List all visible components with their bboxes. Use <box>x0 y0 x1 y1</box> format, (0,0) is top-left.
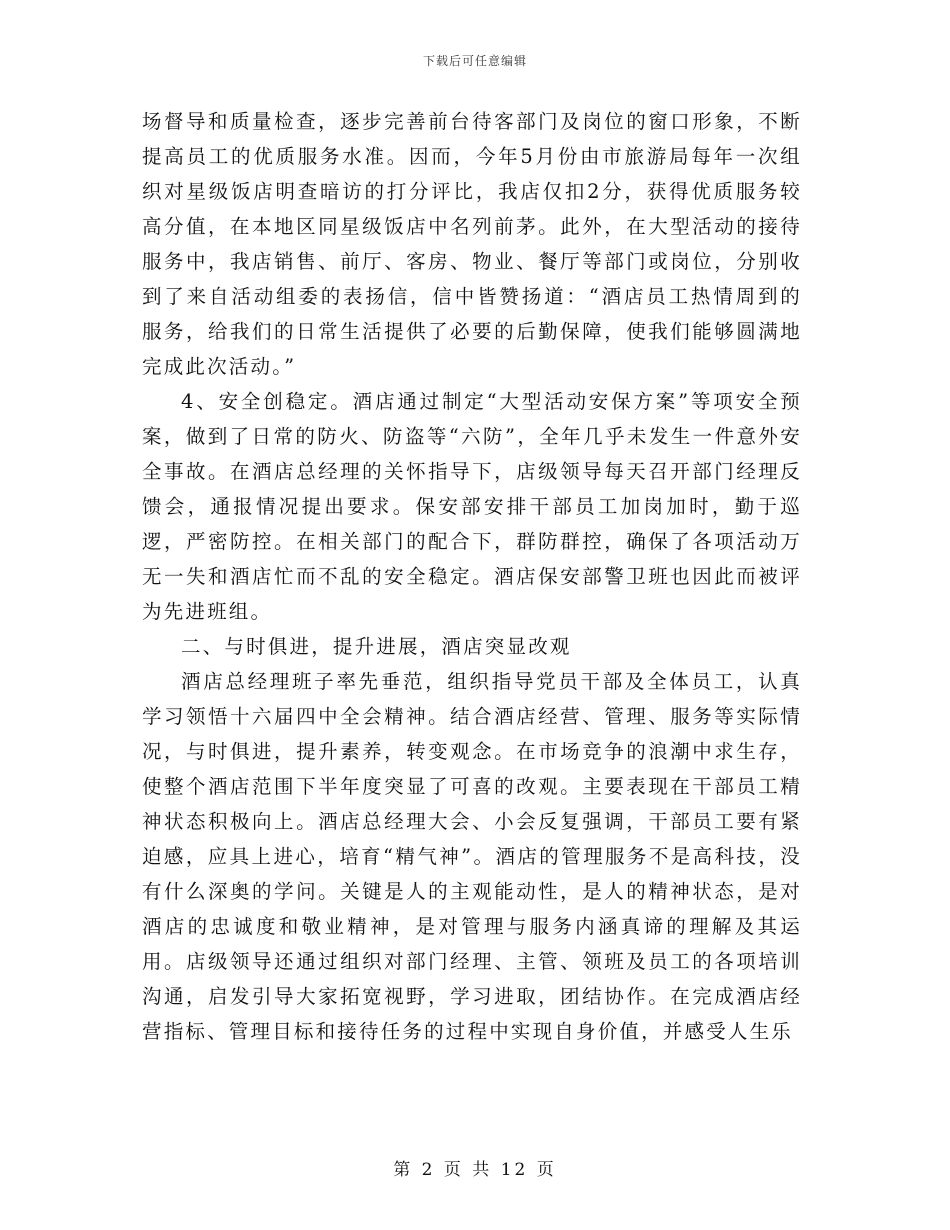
page-number: 第 2 页 共 12 页 <box>393 1160 557 1180</box>
paragraph-progress: 酒店总经理班子率先垂范，组织指导党员干部及全体员工，认真学习领悟十六届四中全会精神。结合酒店经营、管理、服务等实际情况，与时俱进，提升素养，转变观念。在市场竞争的浪潮中求生存，使整个酒店范围下半年度突显了可喜的改观。主要表现在干部员工精神状态积极向上。酒店总经理大会、小会反复强调，干部员工要有紧迫感，应具上进心，培育“精气神”。酒店的管理服务不是高科技，没有什么深奥的学问。关键是人的主观能动性，是人的精神状态，是对酒店的忠诚度和敬业精神，是对管理与服务内涵真谛的理解及其运用。店级领导还通过组织对部门经理、主管、领班及员工的各项培训沟通，启发引导大家拓宽视野，学习进取，团结协作。在完成酒店经营指标、管理目标和接待任务的过程中实现自身价值，并感受人生乐 <box>142 670 802 1043</box>
section-heading: 二、与时俱进，提升进展，酒店突显改观 <box>181 635 572 658</box>
paragraph-service-continued: 场督导和质量检查，逐步完善前台待客部门及岗位的窗口形象，不断提高员工的优质服务水准。因而，今年5月份由市旅游局每年一次组织对星级饭店明查暗访的打分评比，我店仅扣2分，获得优质服务较高分值，在本地区同星级饭店中名列前茅。此外，在大型活动的接待服务中，我店销售、前厅、客房、物业、餐厅等部门或岗位，分别收到了来自活动组委的表扬信，信中皆赞扬道：“酒店员工热情周到的服务，给我们的日常生活提供了必要的后勤保障，使我们能够圆满地完成此次活动。” <box>142 110 802 378</box>
document-body <box>142 104 802 1049</box>
paragraph-safety: 4、安全创稳定。酒店通过制定“大型活动安保方案”等项安全预案，做到了日常的防火、防盗等“六防”，全年几乎未发生一件意外安全事故。在酒店总经理的关怀指导下，店级领导每天召开部门经理反馈会，通报情况提出要求。保安部安排干部员工加岗加时，勤于巡逻，严密防控。在相关部门的配合下，群防群控，确保了各项活动万无一失和酒店忙而不乱的安全稳定。酒店保安部警卫班也因此而被评为先进班组。 <box>142 390 802 623</box>
page-header-note: 下载后可任意编辑 <box>422 54 527 68</box>
